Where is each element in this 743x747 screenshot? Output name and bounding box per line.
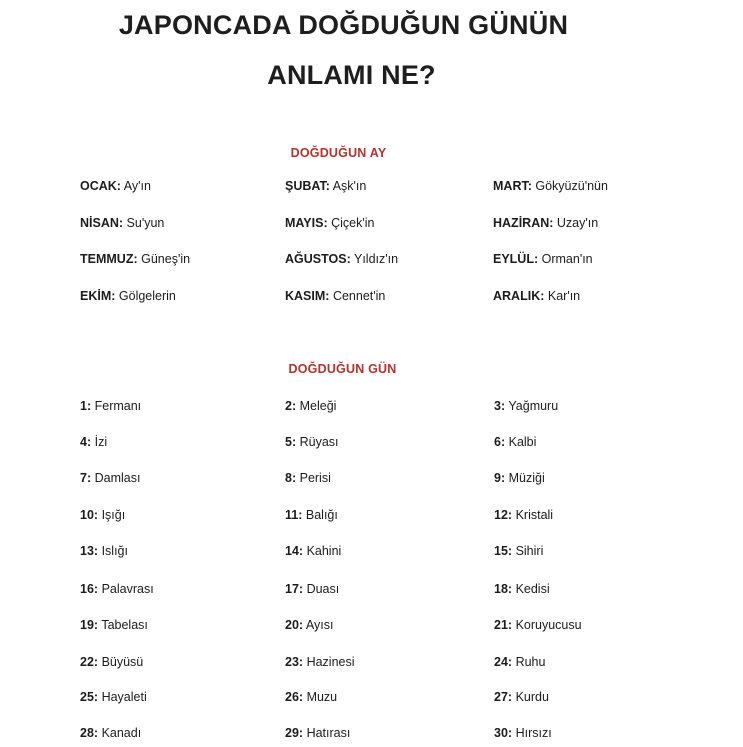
month-item: HAZİRAN: Uzay'ın xyxy=(493,216,599,230)
day-item: 23: Hazinesi xyxy=(285,655,355,669)
day-item: 29: Hatırası xyxy=(285,726,351,740)
day-item: 30: Hırsızı xyxy=(494,726,552,740)
day-item: 15: Sihiri xyxy=(494,544,544,558)
page-title-line-2: ANLAMI NE? xyxy=(267,60,436,90)
day-item: 17: Duası xyxy=(285,582,340,596)
day-item: 10: Işığı xyxy=(80,508,126,522)
month-item: ŞUBAT: Aşk'ın xyxy=(285,179,367,193)
month-item: OCAK: Ay'ın xyxy=(80,179,151,193)
month-item: KASIM: Cennet'in xyxy=(285,289,386,303)
day-item: 7: Damlası xyxy=(80,471,141,485)
months-section-heading: DOĞDUĞUN AY xyxy=(290,146,387,160)
day-item: 22: Büyüsü xyxy=(80,655,144,669)
day-item: 14: Kahini xyxy=(285,544,342,558)
day-item: 4: İzi xyxy=(80,435,108,449)
day-item: 27: Kurdu xyxy=(494,690,549,704)
day-item: 18: Kedisi xyxy=(494,582,550,596)
day-item: 16: Palavrası xyxy=(80,582,154,596)
month-item: AĞUSTOS: Yıldız'ın xyxy=(285,252,399,266)
month-item: TEMMUZ: Güneş'in xyxy=(80,252,191,266)
day-item: 3: Yağmuru xyxy=(494,399,559,413)
day-item: 1: Fermanı xyxy=(80,399,142,413)
month-item: EKİM: Gölgelerin xyxy=(80,289,176,303)
day-item: 19: Tabelası xyxy=(80,618,148,632)
day-item: 5: Rüyası xyxy=(285,435,339,449)
day-item: 9: Müziği xyxy=(494,471,545,485)
day-item: 13: Islığı xyxy=(80,544,128,558)
day-item: 2: Meleği xyxy=(285,399,337,413)
month-item: EYLÜL: Orman'ın xyxy=(493,252,593,266)
day-item: 25: Hayaleti xyxy=(80,690,147,704)
day-item: 28: Kanadı xyxy=(80,726,142,740)
day-item: 24: Ruhu xyxy=(494,655,546,669)
page-title-line-1: JAPONCADA DOĞDUĞUN GÜNÜN xyxy=(118,10,569,40)
day-item: 11: Balığı xyxy=(285,508,338,522)
days-section-heading: DOĞDUĞUN GÜN xyxy=(288,362,397,376)
month-item: NİSAN: Su'yun xyxy=(80,216,165,230)
month-item: MART: Gökyüzü'nün xyxy=(493,179,608,193)
month-item: MAYIS: Çiçek'in xyxy=(285,216,375,230)
day-item: 6: Kalbi xyxy=(494,435,537,449)
day-item: 8: Perisi xyxy=(285,471,331,485)
day-item: 26: Muzu xyxy=(285,690,338,704)
month-item: ARALIK: Kar'ın xyxy=(493,289,581,303)
day-item: 20: Ayısı xyxy=(285,618,334,632)
day-item: 21: Koruyucusu xyxy=(494,618,582,632)
day-item: 12: Kristali xyxy=(494,508,554,522)
